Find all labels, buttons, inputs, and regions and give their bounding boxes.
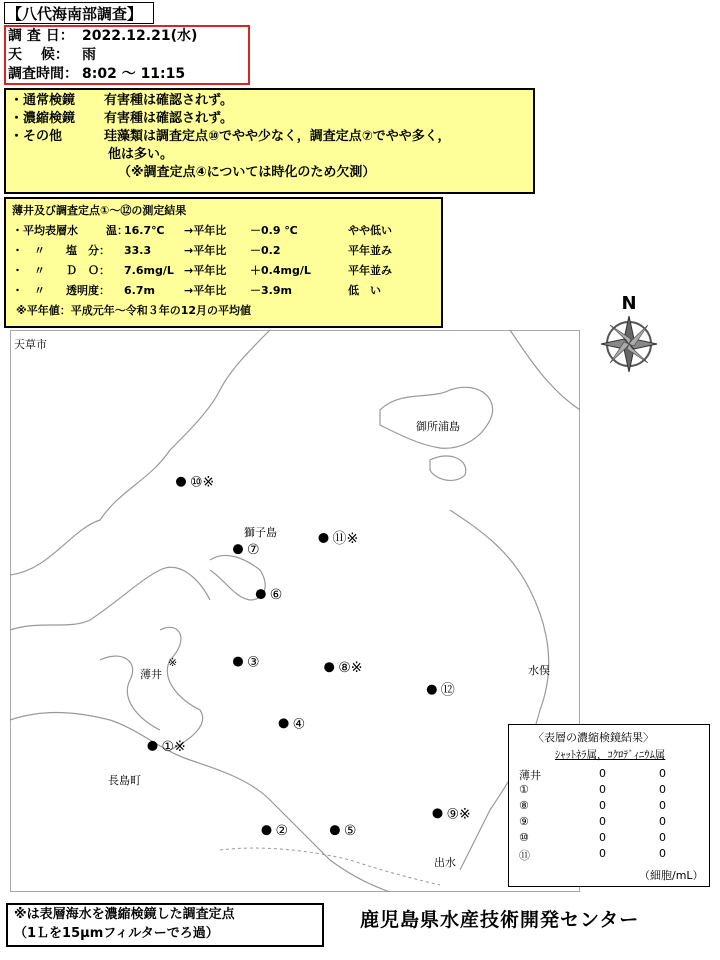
station-marker (256, 589, 266, 599)
conc-exam-label: ・濃縮検鏡 (10, 111, 76, 126)
compass-icon (596, 294, 662, 378)
place-label-usui: 薄井 (140, 668, 162, 681)
conc-exam-text: 有害種は確認されず。 (104, 111, 233, 126)
station-label: ⑪※ (332, 530, 359, 547)
survey-date: 2022.12.21(水) (82, 28, 198, 44)
station-marker (427, 685, 437, 695)
row-value: 16.7℃ (124, 224, 165, 237)
measurements-title: 薄井及び調査定点①～⑫の測定結果 (12, 204, 187, 217)
survey-weather-label: 天 候： (8, 47, 69, 63)
legend-value-b: 0 (659, 783, 666, 796)
legend-unit: （細胞/mL） (639, 869, 704, 882)
legend-station: ⑧ (519, 799, 529, 812)
legend-value-b: 0 (659, 799, 666, 812)
place-label-izumi: 出水 (434, 856, 456, 869)
station-label: ⑥ (269, 587, 283, 604)
findings-panel (4, 88, 535, 194)
normal-exam-text: 有害種は確認されず。 (104, 93, 233, 108)
station-label: ⑫ (440, 682, 455, 699)
place-label-amakusa: 天草市 (14, 338, 47, 351)
page-title: 【八代海南部調査】 (4, 2, 154, 24)
station-label: ③ (247, 654, 260, 671)
legend-value-a: 0 (599, 847, 606, 860)
row-item: 塩 分： (66, 244, 110, 257)
row-compare: →平年比 (184, 284, 227, 297)
survey-time: 8:02 ～ 11:15 (82, 66, 186, 82)
station-label: ④ (292, 716, 306, 733)
row-eval: 平年並み (348, 264, 392, 277)
measurements-panel (4, 197, 443, 328)
legend-row (519, 847, 709, 863)
row-compare: →平年比 (184, 264, 227, 277)
row-prefix: ・ 〃 (12, 284, 45, 297)
legend-value-a: 0 (599, 815, 606, 828)
legend-row (519, 783, 709, 799)
station-label: ⑧※ (338, 660, 363, 677)
place-label-shishijima: 獅子島 (244, 526, 277, 539)
row-prefix: ・ 〃 (12, 244, 45, 257)
station-marker (262, 825, 272, 835)
row-item: 透明度： (66, 284, 110, 297)
other-text: 珪藻類は調査定点⑩でやや少なく，調査定点⑦でやや多く， (104, 129, 451, 144)
place-label-goshoura: 御所浦島 (416, 420, 460, 433)
legend-station: ⑩ (519, 831, 529, 844)
legend-value-a: 0 (599, 831, 606, 844)
survey-info-box (4, 25, 250, 85)
measurements-footnote: ※平年値：平成元年～令和３年の12月の平均値 (16, 304, 252, 317)
row-prefix: ・平均表層水 (12, 224, 78, 237)
place-label-nagashima: 長島町 (108, 774, 141, 787)
svg-text:※: ※ (168, 656, 178, 669)
station-label: ①※ (161, 738, 186, 755)
legend-value-a: 0 (599, 767, 606, 780)
station-marker (330, 825, 340, 835)
legend-title: 〈表層の濃縮検鏡結果〉 (533, 731, 654, 744)
legend-value-b: 0 (659, 847, 666, 860)
row-eval: 平年並み (348, 244, 392, 257)
place-label-minamata: 水俣 (528, 664, 550, 677)
other-label: ・その他 (10, 129, 63, 144)
measurement-row (12, 221, 435, 241)
measurement-row (12, 241, 435, 261)
other-text-2: 他は多い。 (108, 147, 174, 162)
organization-name: 鹿児島県水産技術開発センター (360, 909, 640, 931)
station-marker (176, 477, 186, 487)
survey-weather: 雨 (82, 47, 96, 63)
row-diff: ＋0.4mg/L (250, 264, 311, 277)
station-marker (319, 533, 329, 543)
station-label: ⑤ (343, 823, 357, 840)
station-marker (433, 808, 443, 818)
station-label: ⑨※ (446, 806, 471, 823)
row-compare: →平年比 (184, 224, 227, 237)
row-eval: やや低い (348, 224, 392, 237)
row-compare: →平年比 (184, 244, 227, 257)
legend-value-b: 0 (659, 815, 666, 828)
measurement-row (12, 281, 435, 301)
legend-station: ⑪ (519, 849, 530, 862)
legend-station: ⑨ (519, 815, 529, 828)
note-line-1: ※は表層海水を濃縮検鏡した調査定点 (14, 907, 235, 922)
legend-station: 薄井 (519, 769, 541, 782)
survey-map (10, 330, 580, 892)
legend-value-b: 0 (659, 831, 666, 844)
row-prefix: ・ 〃 (12, 264, 45, 277)
concentration-legend (508, 724, 710, 887)
legend-station: ① (519, 783, 529, 796)
legend-value-a: 0 (599, 783, 606, 796)
legend-value-a: 0 (599, 799, 606, 812)
survey-time-label: 調査時間： (8, 66, 78, 82)
compass-north-label: N (621, 294, 637, 314)
station-label: ⑦ (247, 542, 260, 559)
row-value: 33.3 (124, 244, 152, 257)
concentration-note (6, 903, 324, 947)
station-marker (279, 718, 289, 728)
row-diff: －3.9m (250, 284, 292, 297)
survey-date-label: 調 査 日： (8, 28, 74, 44)
normal-exam-label: ・通常検鏡 (10, 93, 76, 108)
station-label: ⑩※ (190, 474, 215, 491)
station-label: ② (275, 823, 289, 840)
row-eval: 低 い (348, 284, 381, 297)
row-item: Ｄ Ｏ： (66, 264, 110, 277)
row-value: 7.6mg/L (124, 264, 174, 277)
other-text-3: （※調査定点④については時化のため欠測） (118, 165, 376, 180)
row-diff: －0.2 (250, 244, 281, 257)
legend-row (519, 815, 709, 831)
note-line-2: （1Ｌを15μmフィルターでろ過） (14, 926, 219, 941)
legend-row (519, 767, 709, 783)
station-marker (233, 544, 243, 554)
row-item: 温： (106, 224, 128, 237)
station-marker (148, 741, 158, 751)
station-marker (324, 662, 334, 672)
legend-row (519, 799, 709, 815)
measurement-row (12, 261, 435, 281)
station-marker (233, 657, 243, 667)
row-value: 6.7m (124, 284, 155, 297)
legend-value-b: 0 (659, 767, 666, 780)
legend-header: ｼｬｯﾄﾈﾗ属，ｺｸﾛﾃﾞｨﾆｳﾑ属 (555, 749, 666, 761)
row-diff: －0.9 ℃ (250, 224, 298, 237)
legend-row (519, 831, 709, 847)
